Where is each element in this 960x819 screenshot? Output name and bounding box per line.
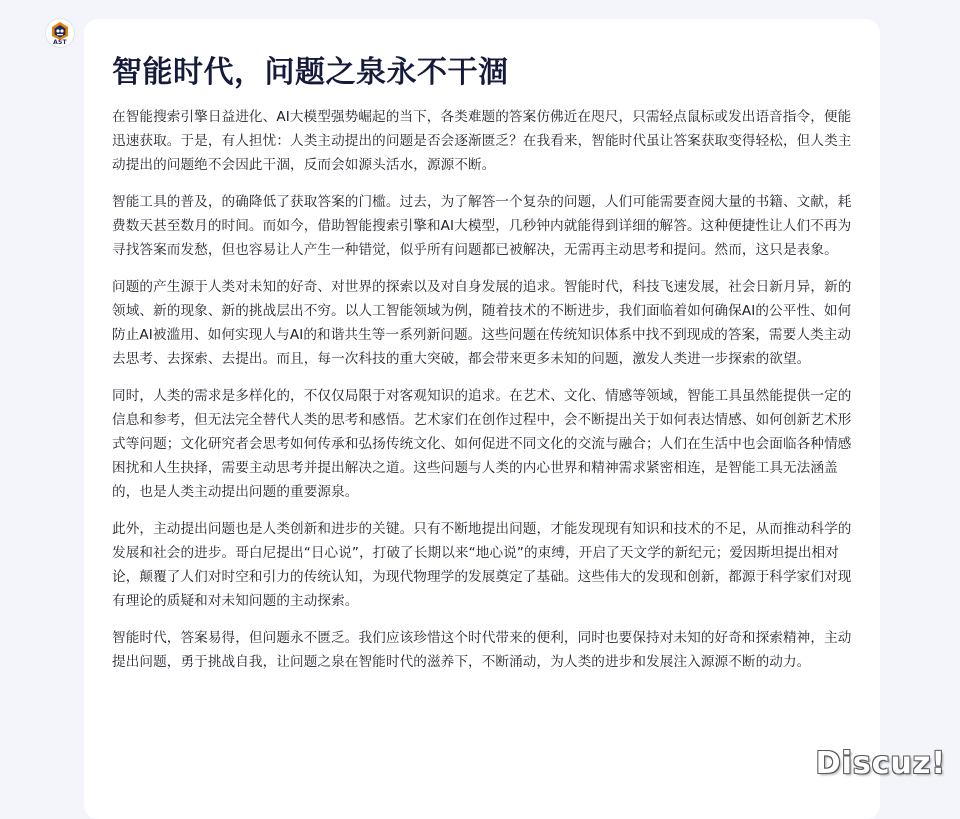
article-paragraph: 智能工具的普及，的确降低了获取答案的门槛。过去，为了解答一个复杂的问题，人们可能需要查阅大量的书籍、文献，耗费数天甚至数月的时间。而如今，借助智能搜索引擎和AI大模型，几秒钟内就能得到详细的解答。这种便捷性让人们不再为寻找答案而发愁，但也容易让人产生一种错觉，似乎所有问题都已被解决，无需再主动思考和提问。然而，这只是表象。 [112, 194, 852, 258]
article-card [84, 19, 880, 819]
discuz-watermark: Discuz! [815, 746, 946, 781]
article-paragraph: 同时，人类的需求是多样化的，不仅仅局限于对客观知识的追求。在艺术、文化、情感等领域，智能工具虽然能提供一定的信息和参考，但无法完全替代人类的思考和感悟。艺术家们在创作过程中，会不断提出关于如何表达情感、如何创新艺术形式等问题；文化研究者会思考如何传承和弘扬传统文化、如何促进不同文化的交流与融合；人们在生活中也会面临各种情感困扰和人生抉择，需要主动思考并提出解决之道。这些问题与人类的内心世界和精神需求紧密相连，是智能工具无法涵盖的，也是人类主动提出问题的重要源泉。 [112, 388, 852, 500]
article-paragraph: 问题的产生源于人类对未知的好奇、对世界的探索以及对自身发展的追求。智能时代，科技飞速发展，社会日新月异，新的领域、新的现象、新的挑战层出不穷。以人工智能领域为例，随着技术的不断进步，我们面临着如何确保AI的公平性、如何防止AI被滥用、如何实现人与AI的和谐共生等一系列新问题。这些问题在传统知识体系中找不到现成的答案，需要人类主动去思考、去探索、去提出。而且，每一次科技的重大突破，都会带来更多未知的问题，激发人类进一步探索的欲望。 [112, 279, 852, 367]
article-paragraph: 此外，主动提出问题也是人类创新和进步的关键。只有不断地提出问题，才能发现现有知识和技术的不足，从而推动科学的发展和社会的进步。哥白尼提出“日心说”，打破了长期以来“地心说”的束缚，开启了天文学的新纪元；爱因斯坦提出相对论，颠覆了人们对时空和引力的传统认知，为现代物理学的发展奠定了基础。这些伟大的发现和创新，都源于科学家们对现有理论的质疑和对未知问题的主动探索。 [112, 521, 852, 609]
avatar-label: AST [53, 39, 67, 46]
article-title: 智能时代，问题之泉永不干涸 [112, 55, 509, 90]
article-paragraph: 在智能搜索引擎日益进化、AI大模型强势崛起的当下，各类难题的答案仿佛近在咫尺，只需轻点鼠标或发出语音指令，便能迅速获取。于是，有人担忧：人类主动提出的问题是否会逐渐匮乏？在我看来，智能时代虽让答案获取变得轻松，但人类主动提出的问题绝不会因此干涸，反而会如源头活水，源源不断。 [112, 109, 852, 173]
avatar[interactable] [46, 19, 74, 47]
article-paragraph: 智能时代，答案易得，但问题永不匮乏。我们应该珍惜这个时代带来的便利，同时也要保持对未知的好奇和探索精神，主动提出问题，勇于挑战自我，让问题之泉在智能时代的滋养下，不断涌动，为人类的进步和发展注入源源不断的动力。 [112, 630, 852, 670]
